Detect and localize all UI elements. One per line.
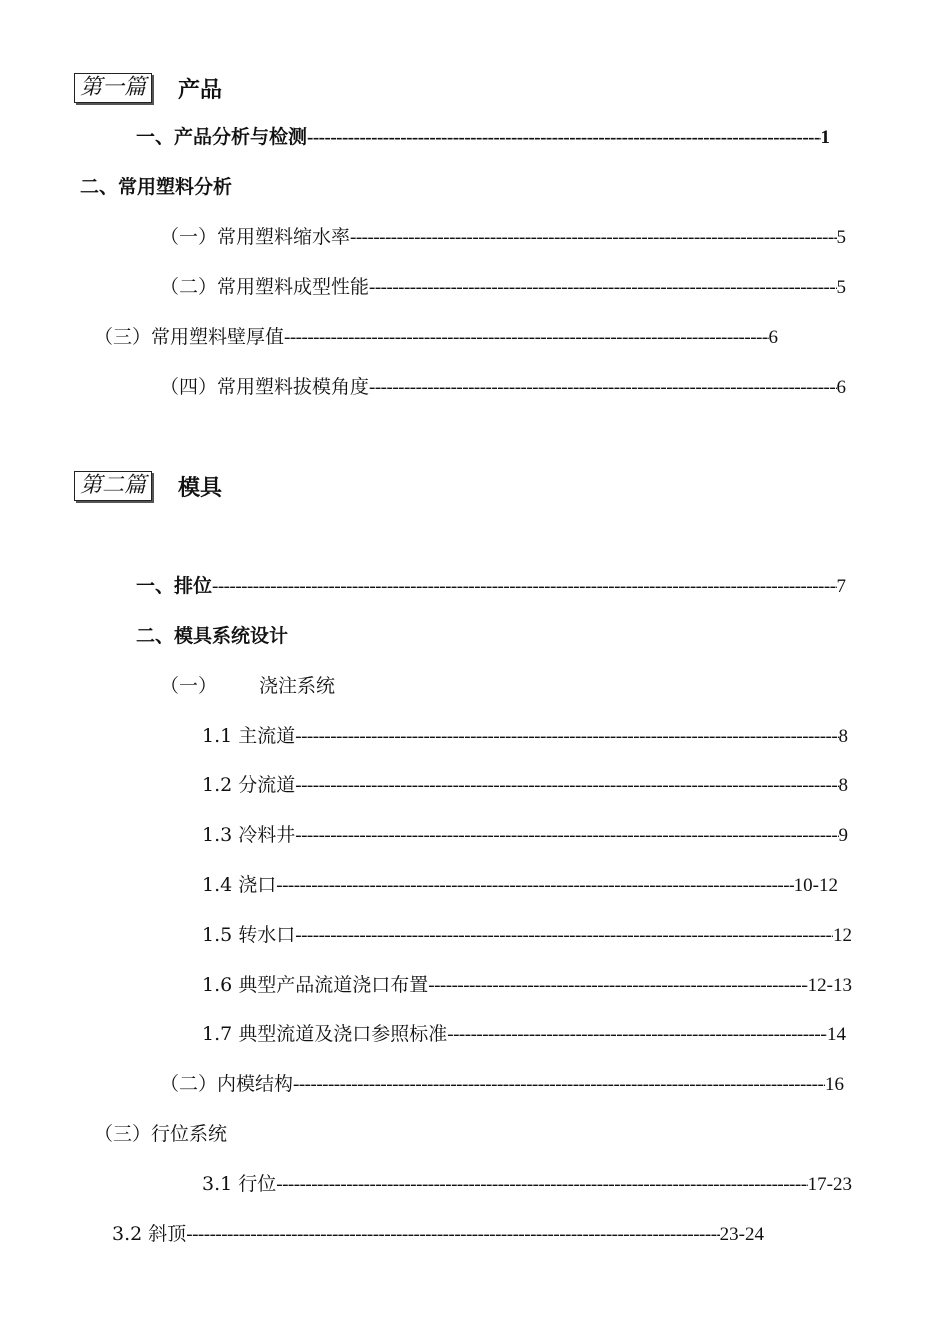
- toc-entry[interactable]: [94, 1120, 227, 1148]
- toc-entry-page: 5: [836, 277, 846, 298]
- toc-entry-label: 1.6 典型产品流道浇口布置: [202, 974, 429, 996]
- toc-entry-label: （二）内模结构: [160, 1073, 294, 1095]
- toc-entry-label: （三）常用塑料壁厚值: [94, 326, 285, 348]
- toc-leader: [295, 723, 838, 751]
- toc-entry[interactable]: [160, 373, 846, 401]
- toc-entry[interactable]: [202, 1170, 852, 1198]
- toc-entry-page: 8: [838, 726, 848, 747]
- part-title: 产品: [178, 77, 223, 103]
- toc-entry[interactable]: [202, 921, 852, 949]
- toc-entry[interactable]: [202, 1020, 846, 1048]
- toc-entry-label: 1.7 典型流道及浇口参照标准: [202, 1023, 448, 1045]
- toc-entry[interactable]: [202, 821, 848, 849]
- toc-entry-label: 1.1 主流道: [202, 725, 296, 747]
- toc-entry[interactable]: [112, 1220, 764, 1248]
- toc-entry[interactable]: [136, 572, 846, 600]
- toc-entry-label: 1.4 浇口: [202, 874, 277, 896]
- toc-entry-label: 1.5 转水口: [202, 924, 296, 946]
- part-heading-2: [74, 470, 222, 502]
- toc-entry-page: 9: [838, 825, 848, 846]
- toc-entry[interactable]: [80, 173, 232, 201]
- toc-leader: [276, 1171, 807, 1199]
- toc-entry[interactable]: [202, 771, 848, 799]
- toc-leader: [212, 573, 836, 601]
- part-tag: 第一篇: [74, 73, 152, 103]
- toc-leader: [295, 922, 833, 950]
- toc-leader: [295, 822, 838, 850]
- toc-leader: [293, 1071, 825, 1099]
- toc-entry[interactable]: [202, 722, 848, 750]
- toc-entry-page: 5: [836, 227, 846, 248]
- toc-leader: [447, 1021, 827, 1049]
- toc-leader: [428, 972, 807, 1000]
- toc-entry-page: 8: [838, 775, 848, 796]
- toc-entry-label: （二）常用塑料成型性能: [160, 276, 370, 298]
- toc-entry[interactable]: [136, 123, 830, 151]
- toc-entry-page: 17-23: [807, 1174, 852, 1195]
- toc-entry-page: 12-13: [807, 975, 852, 996]
- toc-entry-label-2: 浇注系统: [259, 675, 336, 697]
- toc-leader: [276, 872, 793, 900]
- toc-leader: [307, 124, 820, 152]
- toc-entry[interactable]: [160, 1070, 844, 1098]
- part-title: 模具: [178, 475, 223, 501]
- toc-entry[interactable]: [202, 971, 852, 999]
- toc-entry-label: 二、常用塑料分析: [80, 176, 233, 198]
- toc-leader: [295, 772, 838, 800]
- toc-entry[interactable]: [160, 273, 846, 301]
- toc-leader: [369, 374, 836, 402]
- toc-entry[interactable]: [136, 622, 288, 650]
- toc-entry-label: （一）常用塑料缩水率: [160, 226, 351, 248]
- toc-entry-label: 1.2 分流道: [202, 774, 296, 796]
- toc-entry-label: 二、模具系统设计: [136, 625, 289, 647]
- toc-entry-label: （四）常用塑料拔模角度: [160, 376, 370, 398]
- toc-entry-page: 10-12: [793, 875, 838, 896]
- toc-leader: [350, 224, 836, 252]
- toc-leader: [284, 324, 768, 352]
- toc-entry-label: （一）: [160, 675, 218, 697]
- toc-entry-label: 3.2 斜顶: [112, 1223, 187, 1245]
- toc-entry-label: 3.1 行位: [202, 1173, 277, 1195]
- toc-entry-label: 一、产品分析与检测: [136, 126, 308, 148]
- toc-entry-page: 23-24: [719, 1224, 764, 1245]
- toc-entry-page: 1: [820, 127, 830, 148]
- part-tag: 第二篇: [74, 471, 152, 501]
- toc-entry[interactable]: [160, 672, 335, 700]
- toc-entry-label: （三）行位系统: [94, 1123, 228, 1145]
- part-heading-1: [74, 72, 222, 104]
- toc-entry-page: 7: [836, 576, 846, 597]
- toc-entry-page: 14: [827, 1024, 846, 1045]
- toc-entry-label: 1.3 冷料井: [202, 824, 296, 846]
- toc-entry[interactable]: [160, 223, 846, 251]
- toc-leader: [369, 274, 836, 302]
- toc-leader: [186, 1221, 719, 1249]
- toc-entry-page: 6: [768, 327, 778, 348]
- toc-entry-page: 6: [836, 377, 846, 398]
- toc-entry-page: 12: [833, 925, 852, 946]
- toc-entry[interactable]: [94, 323, 778, 351]
- toc-entry-label: 一、排位: [136, 575, 213, 597]
- toc-entry[interactable]: [202, 871, 838, 899]
- toc-entry-page: 16: [825, 1074, 844, 1095]
